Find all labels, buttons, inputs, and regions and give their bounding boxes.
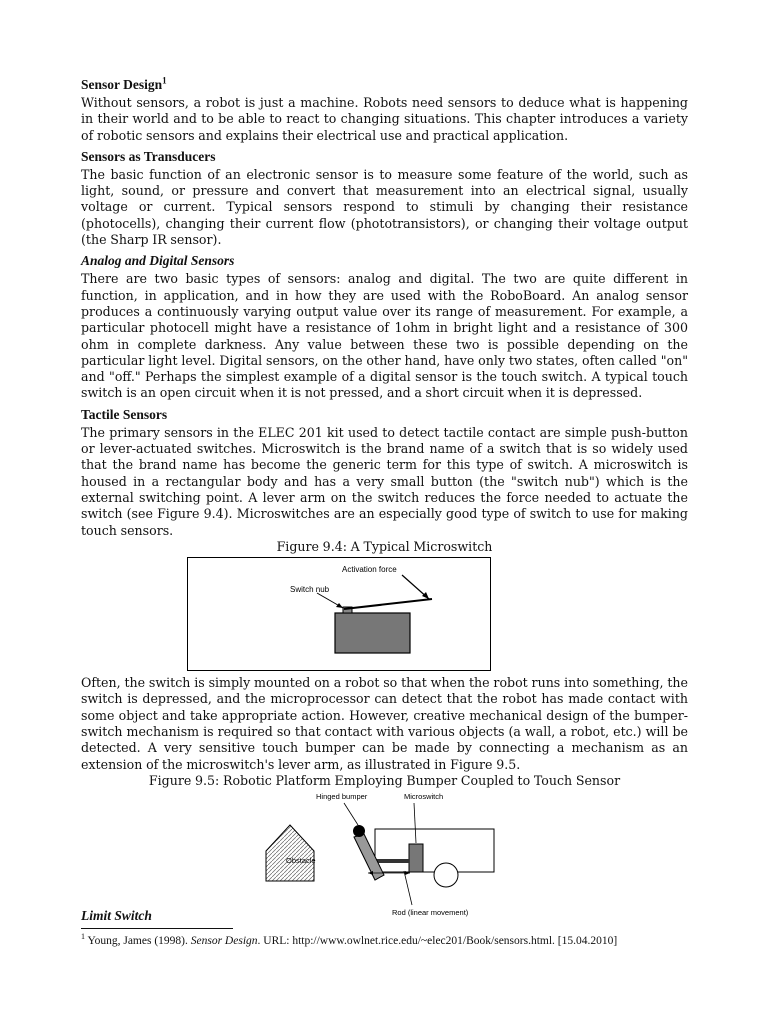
- footnote-title: Sensor Design: [190, 934, 258, 947]
- document-body: [81, 76, 688, 929]
- footnote-author: Young, James (1998).: [87, 934, 191, 947]
- obstacle: [266, 825, 314, 881]
- label-switch-nub: Switch nub: [290, 585, 330, 595]
- heading-analog-digital: Analog and Digital Sensors: [81, 253, 235, 269]
- figure-9-4-caption: Figure 9.4: A Typical Microswitch: [276, 538, 493, 554]
- tactile-paragraph: The primary sensors in the ELEC 201 kit used to detect tactile contact are simple push-button or lever-actuated switches. Microswitch is the brand name of a switch that is so widely used that the brand name has become the generic term for this type of switch. A microswitch is housed in a rectangular body and has a very small button (the "switch nub") which is the external switching point. A lever arm on the switch reduces the force needed to actuate the switch (see Figure 9.4). Microswitches are an especially good type of switch to use for making touch sensors.: [81, 424, 688, 538]
- footnote: [81, 930, 701, 948]
- label-activation-force: Activation force: [342, 565, 397, 575]
- microswitch: [409, 844, 423, 872]
- robot-body: [375, 829, 494, 872]
- footnote-mark: 1: [81, 932, 85, 941]
- footnote-divider: [81, 928, 233, 929]
- footnote-url: . URL: http://www.owlnet.rice.edu/~elec201/Book/sensors.html. [15.04.2010]: [257, 934, 618, 947]
- heading-limit-switch: Limit Switch: [81, 908, 152, 923]
- transducers-paragraph: The basic function of an electronic sensor is to measure some feature of the world, such as light, sound, or pressure and convert that measurement into an electrical signal, usually voltage or current. Typical sensors respond to stimuli by changing their resistance (photocells), changing their current flow (phototransistors), or changing their voltage output (the Sharp IR sensor).: [81, 166, 688, 248]
- analog-paragraph: There are two basic types of sensors: analog and digital. The two are quite different in function, in application, and in how they are used with the RoboBoard. An analog sensor produces a continuously varying output value over its range of measurement. For example, a particular photocell might have a resistance of 1ohm in bright light and a resistance of 300 ohm in complete darkness. Any value between these two is possible depending on the particular light level. Digital sensors, on the other hand, have only two states, often called "on" and "off." Perhaps the simplest example of a digital sensor is the touch switch. A typical touch switch is an open circuit when it is not pressed, and a short circuit when it is depressed.: [81, 271, 688, 401]
- switch-mounting-paragraph: Often, the switch is simply mounted on a robot so that when the robot runs into something, the switch is depressed, and the microprocessor can detect that the robot has made contact with some object and take appropriate action. However, creative mechanical design of the bumper-switch mechanism is required so that contact with various objects (a wall, a robot, etc.) will be detected. A very sensitive touch bumper can be made by connecting a mechanism as an extension of the microswitch's lever arm, as illustrated in Figure 9.5.: [81, 675, 688, 772]
- heading-text: Sensor Design: [81, 77, 163, 92]
- label-microswitch: Microswitch: [404, 792, 444, 802]
- label-obstacle: Obstacle: [286, 856, 316, 866]
- figure-9-4: [81, 555, 688, 675]
- footnote-ref: 1: [162, 75, 167, 86]
- heading-sensor-design: [81, 76, 688, 93]
- figure-9-5: [81, 789, 688, 929]
- microswitch-diagram: [187, 557, 491, 671]
- robot-wheel: [434, 863, 458, 887]
- switch-body: [335, 613, 410, 653]
- intro-paragraph: Without sensors, a robot is just a machine. Robots need sensors to deduce what is happening in their world and to be able to react to changing situations. This chapter introduces a variety of robotic sensors and explains their electrical use and practical application.: [81, 95, 688, 143]
- bumper-platform-diagram: [264, 789, 514, 925]
- figure-9-5-caption: Figure 9.5: Robotic Platform Employing Bumper Coupled to Touch Sensor: [148, 772, 621, 788]
- heading-transducers: Sensors as Transducers: [81, 148, 216, 164]
- heading-tactile: Tactile Sensors: [81, 406, 168, 422]
- bumper-hinge: [353, 825, 365, 837]
- label-hinged-bumper: Hinged bumper: [316, 792, 368, 802]
- label-rod: Rod (linear movement): [392, 908, 469, 918]
- rod: [375, 859, 409, 863]
